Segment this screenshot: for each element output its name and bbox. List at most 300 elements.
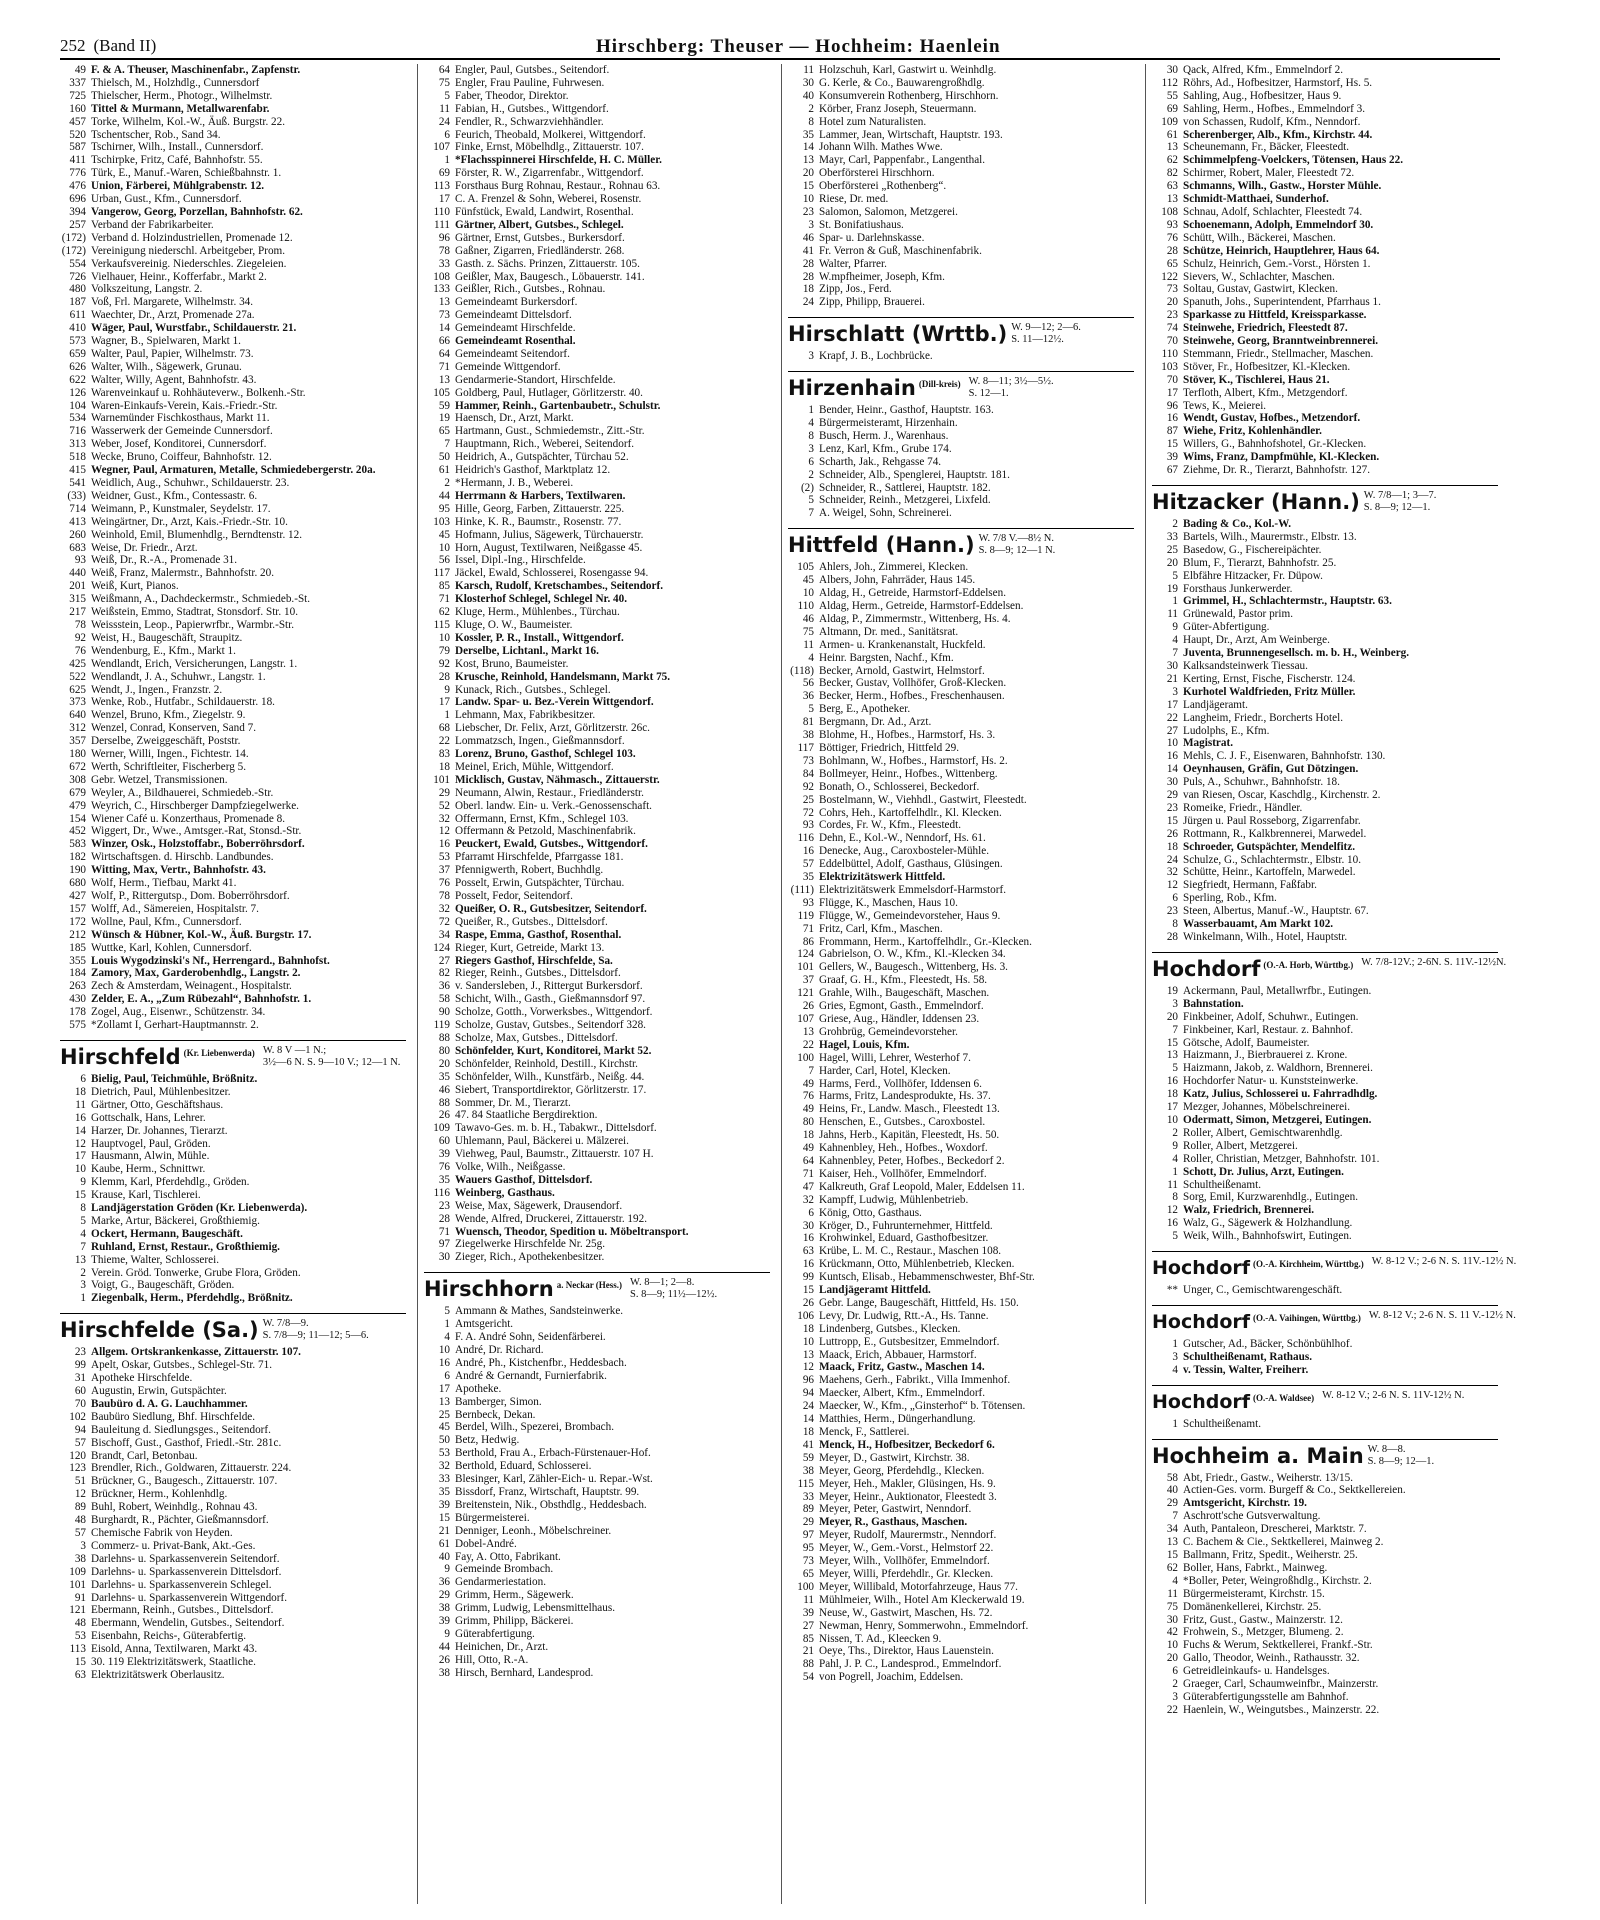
- directory-entry: [60, 632, 406, 645]
- entry-text: Heins, Fr., Landw. Masch., Fleestedt 13.: [819, 1103, 1000, 1116]
- entry-text: Domänenkellerei, Kirchstr. 25.: [1183, 1600, 1322, 1613]
- directory-entry: [60, 1215, 406, 1228]
- entry-text: Tschentscher, Rob., Sand 34.: [91, 128, 221, 141]
- directory-entry: [60, 1086, 406, 1099]
- entry-text: König, Otto, Gasthaus.: [819, 1206, 922, 1219]
- entry-text: Willers, G., Bahnhofshotel, Gr.-Klecken.: [1183, 438, 1367, 451]
- directory-entry: [1152, 905, 1498, 918]
- phone-number: 104: [69, 399, 86, 412]
- phone-number: 40: [802, 89, 814, 102]
- directory-entry: [424, 258, 770, 271]
- entry-text: Elektrizitätswerk Emmelsdorf-Harmstorf.: [819, 883, 1007, 896]
- phone-number: 36: [802, 690, 814, 703]
- entry-text: Wecke, Bruno, Coiffeur, Bahnhofstr. 12.: [91, 451, 272, 464]
- directory-entry: [60, 374, 406, 387]
- entry-text: Haizmann, J., Bierbrauerei z. Krone.: [1183, 1049, 1348, 1062]
- phone-number: 4: [1172, 634, 1178, 647]
- directory-entry: [788, 141, 1134, 154]
- phone-number: 30: [1166, 1613, 1178, 1626]
- directory-entry: [60, 967, 406, 980]
- phone-number: 7: [808, 507, 814, 520]
- directory-entry: [424, 1200, 770, 1213]
- entry-text: Wiener Café u. Konzerthaus, Promenade 8.: [91, 812, 286, 825]
- phone-number: 23: [1166, 801, 1178, 814]
- phone-number: 55: [1166, 89, 1178, 102]
- entry-text: Warnemünder Fischkosthaus, Markt 11.: [91, 412, 270, 425]
- directory-entry: [424, 825, 770, 838]
- town-name: Hochdorf: [1152, 956, 1261, 981]
- phone-number: 5: [1172, 1062, 1178, 1075]
- entry-text: Chemische Fabrik von Heyden.: [91, 1526, 233, 1539]
- entry-text: Fay, A. Otto, Fabrikant.: [455, 1550, 561, 1563]
- entry-text: v. Tessin, Walter, Freiherr.: [1183, 1363, 1309, 1376]
- entry-text: Queißer, R., Gutsbes., Dittelsdorf.: [455, 915, 608, 928]
- directory-entry: [788, 794, 1134, 807]
- phone-number: 26: [1166, 827, 1178, 840]
- entry-text: Schott, Dr. Julius, Arzt, Eutingen.: [1183, 1165, 1344, 1178]
- phone-number: 452: [69, 825, 86, 838]
- entry-text: Oeye, Ths., Direktor, Haus Lauenstein.: [819, 1645, 994, 1658]
- directory-entry: [788, 961, 1134, 974]
- entry-text: Gärtner, Albert, Gutsbes., Schlegel.: [455, 218, 624, 231]
- entry-text: Waren-Einkaufs-Verein, Kais.-Friedr.-Str.: [91, 399, 278, 412]
- directory-entry: [60, 619, 406, 632]
- town-name: Hochheim a. Main: [1152, 1443, 1364, 1468]
- phone-number: 10: [74, 1163, 86, 1176]
- entry-text: Ludolphs, E., Kfm.: [1183, 724, 1270, 737]
- phone-number: 115: [797, 1477, 814, 1490]
- entry-text: Roller, Albert, Metzgerei.: [1183, 1139, 1298, 1152]
- directory-entry: [1152, 1191, 1498, 1204]
- phone-number: 640: [69, 709, 86, 722]
- phone-number: 13: [1166, 193, 1178, 206]
- directory-entry: [60, 296, 406, 309]
- phone-number: 92: [438, 657, 450, 670]
- phone-number: 725: [69, 89, 86, 102]
- entry-text: Krückmann, Otto, Mühlenbetrieb, Klecken.: [819, 1258, 1015, 1271]
- directory-entry: [60, 529, 406, 542]
- directory-entry: [424, 438, 770, 451]
- entry-text: Siebert, Transportdirektor, Görlitzerstr. 17.: [455, 1083, 647, 1096]
- entry-text: Schultheißenamt.: [1183, 1178, 1261, 1191]
- entry-text: Krohwinkel, Eduard, Gasthofbesitzer.: [819, 1232, 989, 1245]
- phone-number: 5: [808, 494, 814, 507]
- entry-text: Horn, August, Textilwaren, Neißgasse 45.: [455, 541, 643, 554]
- entry-text: Bergmann, Dr. Ad., Arzt.: [819, 716, 932, 729]
- phone-number: 19: [1166, 582, 1178, 595]
- entry-text: Haensch, Dr., Arzt, Markt.: [455, 412, 574, 425]
- directory-entry: [60, 1125, 406, 1138]
- entry-text: Weimann, P., Kunstmaler, Seydelstr. 17.: [91, 502, 271, 515]
- directory-entry: [60, 361, 406, 374]
- entry-text: Magistrat.: [1183, 737, 1234, 750]
- office-hours-line: W. 7/8-12V.; 2-6N. S. 11V.-12½N.: [1361, 956, 1507, 968]
- directory-entry: [1152, 400, 1498, 413]
- phone-number: 74: [1166, 322, 1178, 335]
- directory-entry: [60, 490, 406, 503]
- entry-text: Finkbeiner, Karl, Restaur. z. Bahnhof.: [1183, 1023, 1354, 1036]
- phone-number: 105: [433, 386, 450, 399]
- entry-text: Bürgermeisteramt, Kirchstr. 15.: [1183, 1587, 1325, 1600]
- entry-text: F. & A. Theuser, Maschinenfabr., Zapfenstr.: [91, 64, 301, 76]
- directory-entry: [60, 1604, 406, 1617]
- phone-number: 65: [1166, 257, 1178, 270]
- phone-number: 626: [69, 360, 86, 373]
- phone-number: 10: [802, 193, 814, 206]
- town-region: (O.-A. Waldsee): [1253, 1392, 1315, 1403]
- entry-text: von Pogrell, Joachim, Eddelsen.: [819, 1671, 964, 1684]
- entry-text: Vereinigung niederschl. Arbeitgeber, Prom.: [91, 244, 286, 257]
- phone-number: 24: [802, 1400, 814, 1413]
- entry-text: Walter, Willy, Agent, Bahnhofstr. 43.: [91, 373, 257, 386]
- entry-text: Volke, Wilh., Neißgasse.: [455, 1161, 566, 1174]
- directory-entry: [424, 348, 770, 361]
- entry-text: Hauptvogel, Paul, Gröden.: [91, 1137, 211, 1150]
- entry-text: Terfloth, Albert, Kfm., Metzgendorf.: [1183, 386, 1348, 399]
- entry-text: Kuntsch, Elisab., Hebammenschwester, Bhf-Str.: [819, 1271, 1035, 1284]
- phone-number: 110: [1161, 347, 1178, 360]
- entry-text: Klemm, Karl, Pferdehdlg., Gröden.: [91, 1176, 250, 1189]
- directory-entry: [1152, 583, 1498, 596]
- entry-text: Eisold, Anna, Textilwaren, Markt 43.: [91, 1643, 258, 1656]
- phone-number: 1: [808, 404, 814, 417]
- entry-text: Maack, Erich, Abbauer, Harmstorf.: [819, 1348, 977, 1361]
- directory-entry: [60, 851, 406, 864]
- entry-text: Graaf, G. H., Kfm., Fleestedt, Hs. 58.: [819, 974, 988, 987]
- directory-entry: [424, 1563, 770, 1576]
- phone-number: 28: [438, 1212, 450, 1225]
- entry-text: Ockert, Hermann, Baugeschäft.: [91, 1227, 243, 1240]
- phone-number: 121: [69, 1604, 86, 1617]
- entry-text: Flügge, K., Maschen, Haus 10.: [819, 896, 958, 909]
- entry-text: Faber, Theodor, Direktor.: [455, 89, 569, 102]
- entry-text: Jürgen u. Paul Rosseborg, Zigarrenfabr.: [1183, 814, 1361, 827]
- entry-text: Haizmann, Jakob, z. Waldhorn, Brennerei.: [1183, 1062, 1373, 1075]
- directory-entry: [424, 451, 770, 464]
- entry-text: Sievers, W., Schlachter, Maschen.: [1183, 270, 1335, 283]
- directory-entry: [424, 1602, 770, 1615]
- directory-entry: [60, 1267, 406, 1280]
- directory-entry: [1152, 595, 1498, 608]
- entry-text: Meyer, Georg, Pferdehdlg., Klecken.: [819, 1464, 985, 1477]
- directory-entry: [788, 652, 1134, 665]
- entry-text: Romeike, Friedr., Händler.: [1183, 801, 1303, 814]
- phone-number: 69: [438, 167, 450, 180]
- entry-text: Fr. Verron & Guß, Maschinenfabrik.: [819, 244, 982, 257]
- entry-text: Lindenberg, Gutsbes., Klecken.: [819, 1322, 961, 1335]
- directory-entry: [60, 1346, 406, 1359]
- directory-entry: [424, 296, 770, 309]
- phone-number: 25: [438, 1408, 450, 1421]
- town-heading: [1152, 952, 1507, 981]
- phone-number: 81: [802, 716, 814, 729]
- directory-entry: [424, 77, 770, 90]
- phone-number: 90: [438, 1006, 450, 1019]
- directory-entry: [60, 1372, 406, 1385]
- directory-entry: [1152, 387, 1498, 400]
- entry-text: Viehweg, Paul, Baumstr., Zittauerstr. 107 H.: [455, 1148, 654, 1161]
- directory-entry: [788, 716, 1134, 729]
- town-region: (O.-A. Vaihingen, Württbg.): [1253, 1312, 1361, 1323]
- phone-number: 76: [438, 877, 450, 890]
- phone-number: 23: [1166, 309, 1178, 322]
- directory-entry: [788, 180, 1134, 193]
- entry-text: Bürgermeisterei.: [455, 1511, 530, 1524]
- directory-entry: [424, 1512, 770, 1525]
- directory-entry: [1152, 1024, 1498, 1037]
- directory-entry: [1152, 1678, 1498, 1691]
- directory-entry: [60, 825, 406, 838]
- directory-entry: [788, 456, 1134, 469]
- directory-entry: [1152, 608, 1498, 621]
- entry-text: Blum, F., Tierarzt, Bahnhofstr. 25.: [1183, 556, 1337, 569]
- directory-entry: [424, 1238, 770, 1251]
- phone-number: 30: [438, 1251, 450, 1264]
- directory-entry: [1152, 621, 1498, 634]
- phone-number: 659: [69, 347, 86, 360]
- phone-number: 622: [69, 373, 86, 386]
- entry-text: Güterabfertigungsstelle am Bahnhof.: [1183, 1690, 1349, 1703]
- phone-number: 32: [438, 1460, 450, 1473]
- directory-entry: [788, 258, 1134, 271]
- phone-number: 337: [69, 76, 86, 89]
- phone-number: 573: [69, 335, 86, 348]
- entry-text: Rieger, Kurt, Getreide, Markt 13.: [455, 941, 605, 954]
- town-name: Hirschlatt (Wrttb.): [788, 322, 1008, 347]
- phone-number: 15: [1166, 1549, 1178, 1561]
- phone-number: 6: [444, 128, 450, 141]
- directory-entry: [60, 1292, 406, 1305]
- phone-number: 30: [1166, 64, 1178, 76]
- entry-text: Meyer, D., Gastwirt, Kirchstr. 38.: [819, 1451, 970, 1464]
- directory-entry: [60, 1553, 406, 1566]
- entry-text: Haenlein, W., Weingutsbes., Mainzerstr. 22.: [1183, 1703, 1380, 1716]
- phone-number: 16: [74, 1111, 86, 1124]
- phone-number: 480: [69, 283, 86, 296]
- directory-entry: [424, 1525, 770, 1538]
- entry-text: Schulze, G., Schlachtermstr., Elbstr. 10.: [1183, 853, 1362, 866]
- directory-entry: [60, 116, 406, 129]
- phone-number: 89: [802, 1503, 814, 1516]
- entry-text: Weise, Dr. Friedr., Arzt.: [91, 541, 198, 554]
- directory-entry: [424, 1045, 770, 1058]
- directory-entry: [788, 858, 1134, 871]
- directory-entry: [1152, 1549, 1498, 1562]
- phone-number: 13: [802, 1348, 814, 1361]
- directory-entry: [60, 1501, 406, 1514]
- entry-text: Odermatt, Simon, Metzgerei, Eutingen.: [1183, 1113, 1372, 1126]
- entry-text: Ebermann, Reinh., Gutsbes., Dittelsdorf.: [91, 1604, 274, 1617]
- phone-number: 115: [433, 618, 450, 631]
- entry-text: Altmann, Dr. med., Sanitätsrat.: [819, 625, 959, 638]
- office-hours-line: W. 8-12 V.; 2-6 N. S. 11V-12½ N.: [1322, 1389, 1465, 1401]
- entry-text: Peuckert, Ewald, Gutsbes., Wittgendorf.: [455, 838, 648, 851]
- phone-number: 308: [69, 773, 86, 786]
- directory-entry: [1152, 77, 1498, 90]
- entry-text: Griese, Aug., Händler, Iddensen 23.: [819, 1013, 980, 1025]
- entry-text: Hill, Otto, R.-A.: [455, 1653, 529, 1666]
- directory-entry: [60, 64, 406, 77]
- entry-text: Neuse, W., Gastwirt, Maschen, Hs. 72.: [819, 1606, 993, 1619]
- office-hours-line: W. 8-12 V.; 2-6 N. S. 11 V.-12½ N.: [1368, 1309, 1516, 1321]
- directory-entry: [1152, 193, 1498, 206]
- directory-entry: [60, 735, 406, 748]
- entry-text: Türk, E., Manuf.-Waren, Schießbahnstr. 1.: [91, 167, 282, 180]
- phone-number: 66: [438, 335, 450, 348]
- directory-entry: [788, 781, 1134, 794]
- directory-entry: [788, 469, 1134, 482]
- entry-text: Jäckel, Ewald, Schlosserei, Rosengasse 94.: [455, 567, 649, 580]
- phone-number: 10: [802, 587, 814, 600]
- entry-text: Gemeindeamt Rosenthal.: [455, 335, 576, 348]
- directory-entry: [424, 696, 770, 709]
- phone-number: 108: [1161, 205, 1178, 218]
- column-2: [424, 64, 770, 1904]
- entry-text: Denecke, Aug., Caroxbosteler-Mühle.: [819, 845, 990, 858]
- directory-entry: [1152, 647, 1498, 660]
- entry-text: Weidlich, Aug., Schuhwr., Schildauerstr. 23.: [91, 477, 290, 489]
- phone-number: 21: [802, 1645, 814, 1658]
- phone-number: 10: [1166, 737, 1178, 750]
- phone-number: 35: [802, 128, 814, 141]
- directory-entry: [424, 490, 770, 503]
- entry-text: Weyler, A., Bildhauerei, Schmiedeb.-Str.: [91, 786, 274, 799]
- entry-text: Zipp, Jos., Ferd.: [819, 283, 892, 296]
- office-hours: [630, 1277, 717, 1301]
- directory-entry: [60, 1099, 406, 1112]
- directory-entry: [424, 1641, 770, 1654]
- entry-text: Harder, Carl, Hotel, Klecken.: [819, 1064, 951, 1077]
- entry-text: Landw. Spar- u. Bez.-Verein Wittgendorf.: [455, 696, 654, 709]
- entry-text: Verein. Gröd. Tonwerke, Grube Flora, Gröden.: [91, 1266, 301, 1279]
- directory-entry: [60, 1019, 406, 1032]
- directory-entry: [424, 1383, 770, 1396]
- directory-entry: [424, 361, 770, 374]
- entry-text: Weidner, Gust., Kfm., Contessastr. 6.: [91, 489, 258, 502]
- entry-text: Thielscher, Herm., Photogr., Wilhelmstr.: [91, 89, 273, 102]
- directory-entry: [60, 1630, 406, 1643]
- phone-number: 49: [802, 1077, 814, 1090]
- directory-entry: [788, 1478, 1134, 1491]
- directory-entry: [788, 665, 1134, 678]
- entry-text: Sommer, Dr. M., Tierarzt.: [455, 1096, 571, 1109]
- directory-entry: [424, 1174, 770, 1187]
- entry-text: Körber, Franz Joseph, Steuermann.: [819, 102, 977, 115]
- directory-entry: [60, 103, 406, 116]
- directory-entry: [1152, 1049, 1498, 1062]
- column-divider: [1145, 64, 1146, 1904]
- phone-number: 6: [1172, 892, 1178, 905]
- entry-text: Gemeindeamt Burkersdorf.: [455, 296, 578, 309]
- phone-number: 46: [438, 1083, 450, 1096]
- directory-entry: [1152, 464, 1498, 477]
- phone-number: 440: [69, 567, 86, 580]
- directory-entry: [424, 245, 770, 258]
- entry-text: Hirsch, Bernhard, Landesprod.: [455, 1666, 594, 1679]
- directory-entry: [424, 1084, 770, 1097]
- phone-number: (111): [790, 883, 814, 896]
- entry-text: Ebermann, Wendelin, Gutsbes., Seitendorf.: [91, 1617, 285, 1630]
- phone-number: 8: [1172, 1191, 1178, 1204]
- phone-number: 121: [797, 987, 814, 1000]
- directory-entry: [424, 1058, 770, 1071]
- directory-entry: [60, 658, 406, 671]
- phone-number: 67: [1166, 464, 1178, 477]
- phone-number: 5: [1172, 569, 1178, 582]
- phone-number: 16: [1166, 412, 1178, 425]
- phone-number: 24: [1166, 853, 1178, 866]
- office-hours: [1322, 1390, 1464, 1402]
- directory-entry: [788, 1220, 1134, 1233]
- entry-text: Hausmann, Alwin, Mühle.: [91, 1150, 210, 1163]
- directory-entry: [424, 748, 770, 761]
- directory-entry: [424, 400, 770, 413]
- directory-entry: [788, 206, 1134, 219]
- phone-number: 8: [808, 115, 814, 128]
- directory-entry: [424, 1396, 770, 1409]
- entry-text: Scholze, Max, Gutsbes., Dittelsdorf.: [455, 1031, 618, 1044]
- directory-entry: [424, 1251, 770, 1264]
- directory-entry: [424, 1460, 770, 1473]
- entry-text: van Riesen, Oscar, Kaschdlg., Kirchenstr. 2.: [1183, 789, 1381, 802]
- entry-text: Thielsch, M., Holzhdlg., Cunnersdorf: [91, 76, 260, 89]
- directory-entry: [424, 1135, 770, 1148]
- entry-text: Graeger, Carl, Schaumweinfbr., Mainzerstr.: [1183, 1678, 1379, 1691]
- entry-text: Grimm, Ludwig, Lebensmittelhaus.: [455, 1602, 616, 1615]
- directory-entry: [424, 387, 770, 400]
- entry-text: Kaiser, Heh., Vollhöfer, Emmelndorf.: [819, 1167, 987, 1180]
- phone-number: 679: [69, 786, 86, 799]
- phone-number: **: [1166, 1284, 1178, 1297]
- entry-text: Berg, E., Apotheker.: [819, 703, 911, 716]
- phone-number: 17: [1166, 1101, 1178, 1114]
- directory-entry: [424, 374, 770, 387]
- entry-text: Wolf, Herm., Tiefbau, Markt 41.: [91, 877, 237, 890]
- directory-entry: [60, 1073, 406, 1086]
- phone-number: 53: [74, 1630, 86, 1643]
- directory-entry: [60, 1176, 406, 1189]
- phone-number: 29: [1166, 789, 1178, 802]
- entry-text: Lommatzsch, Ingen., Gießmannsdorf.: [455, 735, 625, 748]
- office-hours-line: S. 8—9; 12—1 N.: [978, 545, 1056, 557]
- town-heading: [1152, 1385, 1498, 1414]
- phone-number: 23: [74, 1346, 86, 1359]
- directory-entry: [424, 309, 770, 322]
- phone-number: 2: [808, 102, 814, 115]
- directory-entry: [424, 658, 770, 671]
- entry-text: Gebr. Wetzel, Transmissionen.: [91, 773, 228, 786]
- directory-entry: [60, 761, 406, 774]
- directory-entry: [788, 154, 1134, 167]
- directory-entry: [424, 1305, 770, 1318]
- directory-entry: [60, 1150, 406, 1163]
- entry-text: Gasth. z. Sächs. Prinzen, Zittauerstr. 105.: [455, 257, 640, 270]
- entry-text: Meyer, Heinr., Auktionator, Fleestedt 3.: [819, 1490, 997, 1503]
- phone-number: 315: [69, 593, 86, 606]
- entry-text: Schultheißenamt, Rathaus.: [1183, 1350, 1312, 1363]
- directory-entry: [424, 1032, 770, 1045]
- entry-text: A. Weigel, Sohn, Schreinerei.: [819, 507, 952, 520]
- directory-entry: [60, 1189, 406, 1202]
- entry-text: Voigt, G., Baugeschäft, Gröden.: [91, 1279, 235, 1292]
- phone-number: 6: [808, 1206, 814, 1219]
- directory-entry: [1152, 1127, 1498, 1140]
- directory-entry: [424, 335, 770, 348]
- entry-text: Jahns, Herb., Kapitän, Fleestedt, Hs. 50.: [819, 1129, 1000, 1142]
- entry-text: Verkaufsvereinig. Niederschles. Ziegeleien.: [91, 257, 287, 270]
- directory-entry: [788, 245, 1134, 258]
- phone-number: 180: [69, 748, 86, 761]
